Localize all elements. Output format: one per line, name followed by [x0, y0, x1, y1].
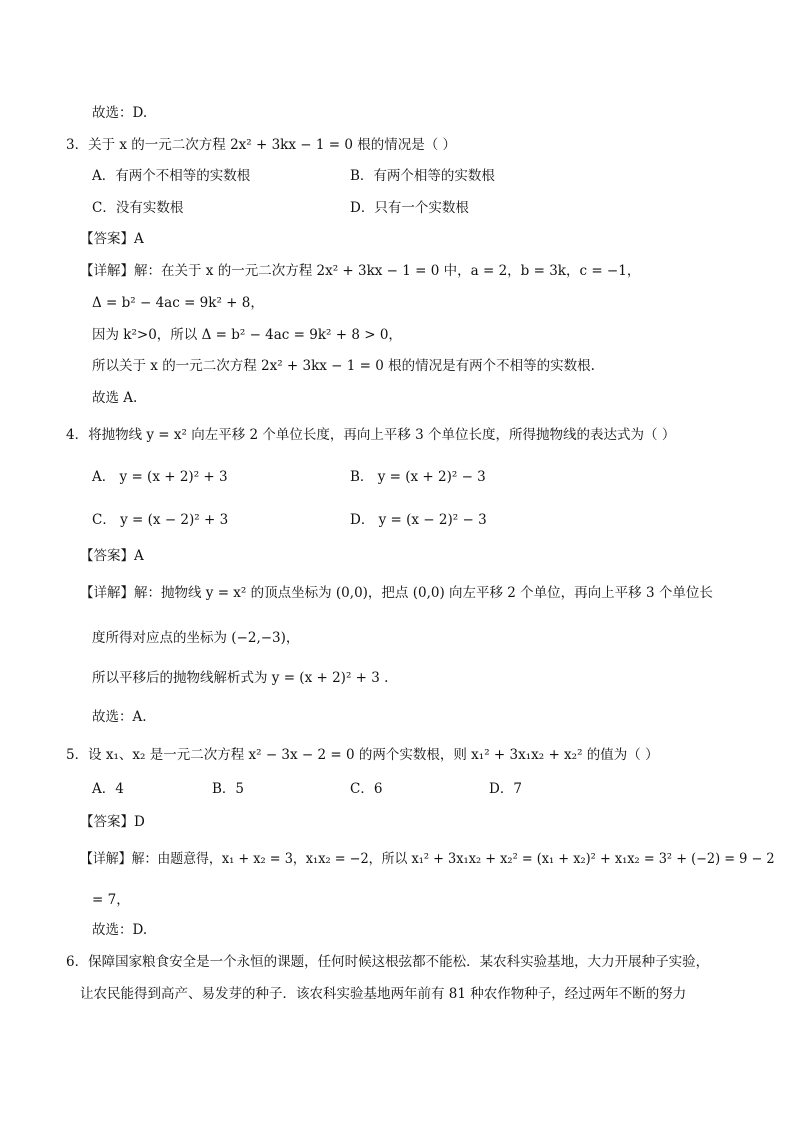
q4-option-a: A． y = (x + 2)² + 3 — [92, 469, 228, 485]
q3-option-b: B．有两个相等的实数根 — [350, 168, 495, 184]
q4-select-line: 故选：A. — [92, 709, 147, 725]
q4-option-b: B． y = (x + 2)² − 3 — [350, 469, 486, 485]
q3-detail-4: 所以关于 x 的一元二次方程 2x² + 3kx − 1 = 0 根的情况是有两个不相等的实数根. — [92, 358, 595, 374]
q5-option-c: C．6 — [350, 781, 383, 797]
q3-detail-1: 【详解】解：在关于 x 的一元二次方程 2x² + 3kx − 1 = 0 中，a = 2，b = 3k，c = −1， — [80, 263, 641, 279]
q5-answer: 【答案】D — [80, 814, 145, 830]
q4-option-c: C． y = (x − 2)² + 3 — [92, 512, 229, 528]
q5-option-b: B．5 — [212, 781, 245, 797]
q4-detail-2: 度所得对应点的坐标为 (−2,−3)， — [92, 630, 300, 646]
q3-option-a: A．有两个不相等的实数根 — [92, 168, 251, 184]
q5-stem: 5．设 x₁、x₂ 是一元二次方程 x² − 3x − 2 = 0 的两个实数根，则 x₁² + 3x₁x₂ + x₂² 的值为（ ） — [66, 747, 659, 763]
q5-select-line: 故选：D. — [92, 922, 148, 938]
q5-detail-1: 【详解】解：由题意得，x₁ + x₂ = 3，x₁x₂ = −2，所以 x₁² + 3x₁x₂ + x₂² = (x₁ + x₂)² + x₁x₂ = 3² + (−2) = 9 − 2 — [80, 851, 775, 867]
q2-select-line: 故选：D. — [92, 105, 148, 121]
q5-detail-2: = 7， — [92, 892, 130, 908]
q5-option-d: D．7 — [489, 781, 522, 797]
q6-stem-2: 让农民能得到高产、易发芽的种子．该农科实验基地两年前有 81 种农作物种子，经过两年不断的努力 — [80, 986, 687, 1002]
q3-option-c: C．没有实数根 — [92, 200, 184, 216]
q4-detail-1: 【详解】解：抛物线 y = x² 的顶点坐标为 (0,0)，把点 (0,0) 向左平移 2 个单位，再向上平移 3 个单位长 — [80, 585, 713, 601]
q3-select-line: 故选 A. — [92, 390, 138, 406]
q4-option-d: D． y = (x − 2)² − 3 — [350, 512, 487, 528]
q3-detail-2: Δ = b² − 4ac = 9k² + 8， — [92, 295, 264, 311]
q3-detail-3: 因为 k²>0，所以 Δ = b² − 4ac = 9k² + 8 > 0， — [92, 327, 402, 343]
q4-stem: 4．将抛物线 y = x² 向左平移 2 个单位长度，再向上平移 3 个单位长度，所得抛物线的表达式为（ ） — [66, 427, 676, 443]
q5-option-a: A．4 — [92, 781, 124, 797]
q3-option-d: D．只有一个实数根 — [350, 200, 469, 216]
q4-detail-3: 所以平移后的抛物线解析式为 y = (x + 2)² + 3 . — [92, 670, 389, 686]
q3-answer: 【答案】A — [80, 231, 144, 247]
q6-stem-1: 6．保障国家粮食安全是一个永恒的课题，任何时候这根弦都不能松．某农科实验基地，大力开展种子实验， — [66, 954, 710, 970]
q3-stem: 3．关于 x 的一元二次方程 2x² + 3kx − 1 = 0 根的情况是（ ） — [66, 137, 457, 153]
q4-answer: 【答案】A — [80, 548, 144, 564]
